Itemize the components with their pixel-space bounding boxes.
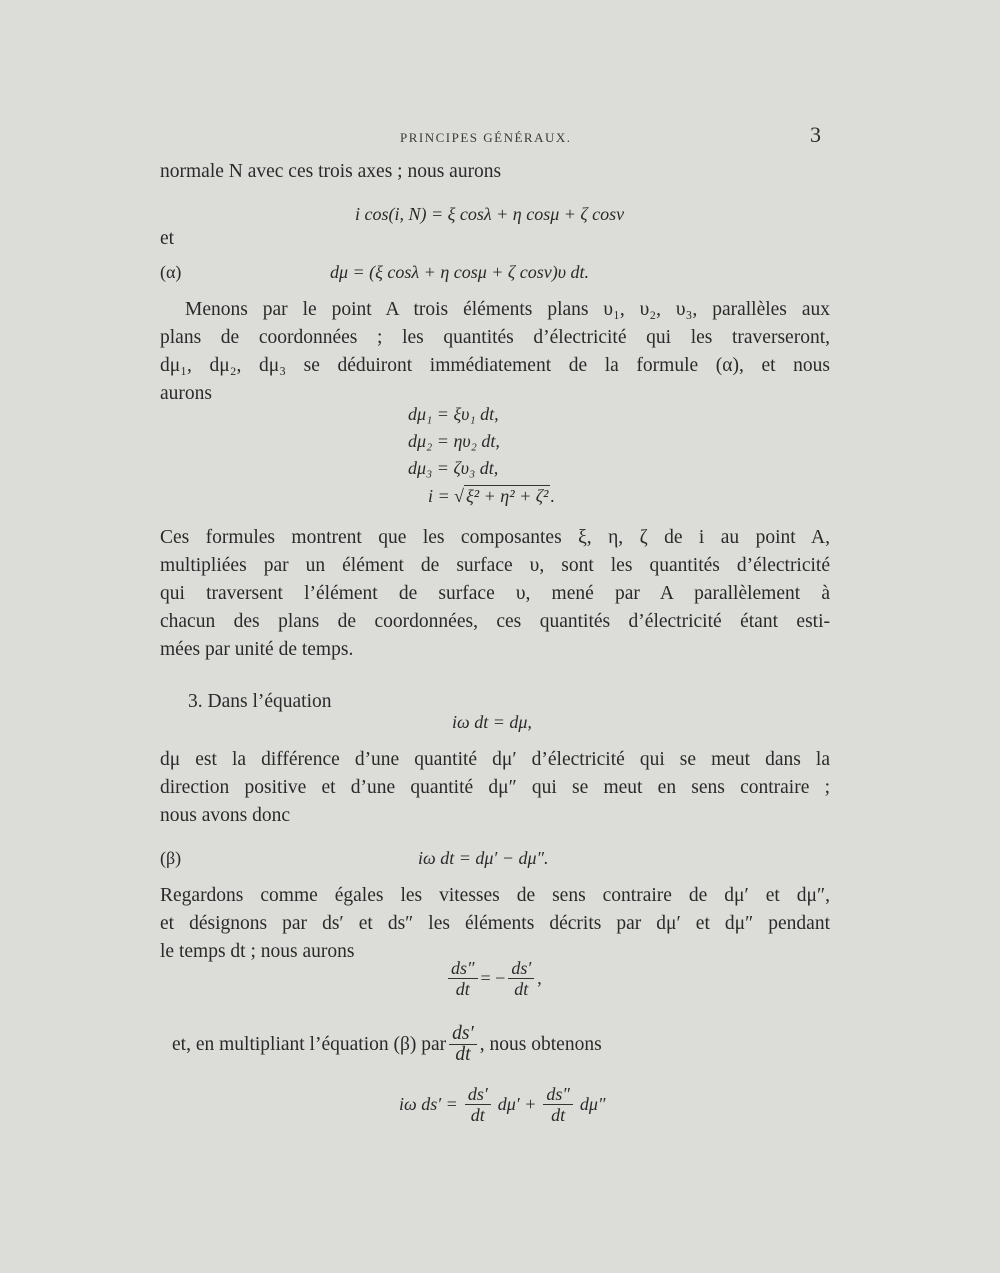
text-line: mées par unité de temps. — [160, 639, 354, 660]
equation-label-alpha: (α) — [160, 262, 182, 282]
sqrt-sign: √ — [454, 486, 465, 506]
text-line: aurons — [160, 383, 212, 404]
equation-speeds: $\frac{ds''}{dt}$ = − $\frac{ds'}{dt}$ , — [445, 958, 542, 999]
text-line: direction positive et d’une quantité dμ″ qui se meut en sens contraire ; — [160, 777, 830, 798]
equation-label-beta: (β) — [160, 848, 182, 868]
equation-dmu1: dμ₁ = ξυ₁ dt, — [408, 404, 499, 424]
fraction-ds2-dt: $\frac{ds''}{dt}$ — [543, 1084, 573, 1125]
text-line: multipliées par un élément de surface υ, sont les quantités d’électricité — [160, 555, 830, 576]
equation-final: iω ds′ = $\frac{ds'}{dt}$ dμ′ + $\frac{ds''}{dt}$ dμ″ — [399, 1084, 606, 1125]
text-et: et — [160, 228, 175, 249]
sqrt-radicand: ξ² + η² + ζ² — [466, 486, 549, 506]
text-line: Menons par le point A trois éléments plans υ₁, υ₂, υ₃, parallèles aux — [185, 299, 830, 320]
intensity-end: . — [550, 486, 555, 506]
text-line: normale N avec ces trois axes ; nous aurons — [160, 161, 502, 182]
text-line: dμ₁, dμ₂, dμ₃ se déduiront immédiatement de la formule (α), et nous — [160, 355, 830, 376]
page-number: 3 — [810, 122, 821, 147]
text-line-multiplying: et, en multipliant l’équation (β) par $\frac{ds'}{dt}$ , nous obtenons — [172, 1023, 602, 1065]
fraction-ds1-dt: $\frac{ds'}{dt}$ — [508, 958, 534, 999]
text-line: Regardons comme égales les vitesses de sens contraire de dμ′ et dμ″, — [160, 885, 830, 906]
equation-dmu2: dμ₂ = ηυ₂ dt, — [408, 431, 500, 451]
equation-dmu3: dμ₃ = ζυ₃ dt, — [408, 458, 499, 478]
equation-alpha: dμ = (ξ cosλ + η cosμ + ζ cosν)υ dt. — [330, 262, 589, 282]
text-line: le temps dt ; nous aurons — [160, 941, 355, 962]
fraction-ds1-dt: $\frac{ds'}{dt}$ — [449, 1024, 477, 1065]
text-line: chacun des plans de coordonnées, ces quantités d’électricité étant esti- — [160, 611, 830, 632]
intensity-lhs: i = — [428, 486, 450, 506]
text-line: et désignons par ds′ et ds″ les éléments décrits par dμ′ et dμ″ pendant — [160, 913, 830, 934]
text-line: plans de coordonnées ; les quantités d’électricité qui les traverseront, — [160, 327, 830, 348]
fraction-ds1-dt: $\frac{ds'}{dt}$ — [465, 1084, 491, 1125]
equation-beta: iω dt = dμ′ − dμ″. — [418, 848, 549, 868]
text-line: dμ est la différence d’une quantité dμ′ d’électricité qui se meut dans la — [160, 749, 830, 770]
text-line: nous avons donc — [160, 805, 290, 826]
text-line: qui traversent l’élément de surface υ, mené par A parallèlement à — [160, 583, 830, 604]
running-title: PRINCIPES GÉNÉRAUX. — [400, 130, 572, 145]
equation-current: iω dt = dμ, — [452, 712, 532, 732]
equation-direction-cosines: i cos(i, N) = ξ cosλ + η cosμ + ζ cosν — [355, 204, 625, 224]
section-heading-3: 3. Dans l’équation — [188, 691, 332, 712]
equation-intensity — [428, 486, 555, 507]
text-line: Ces formules montrent que les composantes ξ, η, ζ de i au point A, — [160, 527, 830, 548]
fraction-ds2-dt: $\frac{ds''}{dt}$ — [448, 958, 478, 999]
